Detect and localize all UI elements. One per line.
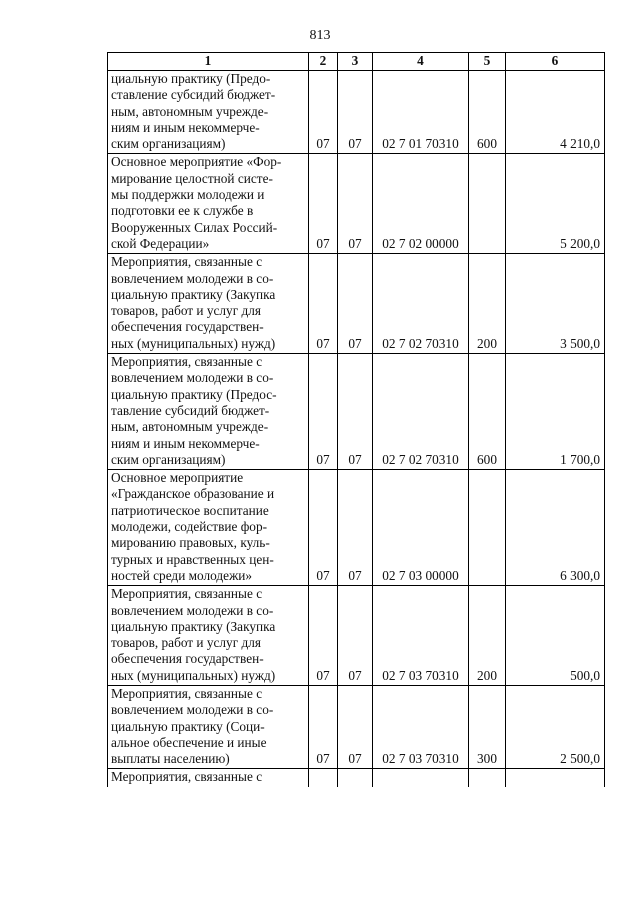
column-header-2: 2: [309, 53, 338, 71]
row-expense-type: 200: [469, 586, 506, 686]
table-row: [108, 71, 605, 154]
row-amount: 4 210,0: [506, 71, 605, 154]
row-name: Основное мероприятие «Гражданское образование и патриотическое воспитание молодежи, содействие фор- мированию правовых, куль- турных и нравственных цен- ностей среди молодежи»: [108, 470, 309, 586]
row-target-article: 02 7 03 70310: [373, 586, 469, 686]
budget-table: [107, 52, 605, 787]
row-section-code: 07: [309, 685, 338, 768]
row-section-code: [309, 769, 338, 787]
row-subsection-code: 07: [338, 71, 373, 154]
row-name: Мероприятия, связанные с вовлечением молодежи в со- циальную практику (Предос- тавление субсидий бюджет- ным, автономным учрежде- ниям и иным некоммерче- ским организациям): [108, 354, 309, 470]
row-name: Мероприятия, связанные с вовлечением молодежи в со- циальную практику (Соци- альное обеспечение и иные выплаты населению): [108, 685, 309, 768]
row-target-article: 02 7 02 00000: [373, 154, 469, 254]
table-row: [108, 470, 605, 586]
row-target-article: [373, 769, 469, 787]
row-name: циальную практику (Предо- ставление субсидий бюджет- ным, автономным учрежде- ниям и иным некоммерче- ским организациям): [108, 71, 309, 154]
row-name: Мероприятия, связанные с вовлечением молодежи в со- циальную практику (Закупка товаров, работ и услуг для обеспечения государствен- ных (муниципальных) нужд): [108, 586, 309, 686]
row-expense-type: [469, 769, 506, 787]
row-expense-type: [469, 470, 506, 586]
row-amount: 2 500,0: [506, 685, 605, 768]
row-section-code: 07: [309, 154, 338, 254]
row-expense-type: 200: [469, 254, 506, 354]
row-target-article: 02 7 03 00000: [373, 470, 469, 586]
column-header-1: 1: [108, 53, 309, 71]
row-amount: 500,0: [506, 586, 605, 686]
table-row: [108, 769, 605, 787]
row-section-code: 07: [309, 71, 338, 154]
table-row: [108, 354, 605, 470]
row-target-article: 02 7 01 70310: [373, 71, 469, 154]
page-number: 813: [309, 28, 331, 43]
column-header-3: 3: [338, 53, 373, 71]
row-expense-type: [469, 154, 506, 254]
row-target-article: 02 7 02 70310: [373, 254, 469, 354]
row-section-code: 07: [309, 354, 338, 470]
row-amount: 6 300,0: [506, 470, 605, 586]
column-header-4: 4: [373, 53, 469, 71]
row-name: Мероприятия, связанные с вовлечением молодежи в со- циальную практику (Закупка товаров, работ и услуг для обеспечения государствен- ных (муниципальных) нужд): [108, 254, 309, 354]
row-expense-type: 600: [469, 354, 506, 470]
row-subsection-code: 07: [338, 586, 373, 686]
row-name: Мероприятия, связанные с: [108, 769, 309, 787]
row-subsection-code: 07: [338, 354, 373, 470]
row-section-code: 07: [309, 254, 338, 354]
row-expense-type: 300: [469, 685, 506, 768]
row-expense-type: 600: [469, 71, 506, 154]
table-header-row: [108, 53, 605, 71]
row-section-code: 07: [309, 586, 338, 686]
column-header-5: 5: [469, 53, 506, 71]
row-amount: [506, 769, 605, 787]
row-section-code: 07: [309, 470, 338, 586]
row-subsection-code: [338, 769, 373, 787]
row-subsection-code: 07: [338, 685, 373, 768]
row-subsection-code: 07: [338, 470, 373, 586]
row-subsection-code: 07: [338, 154, 373, 254]
table-row: [108, 154, 605, 254]
table-row: [108, 685, 605, 768]
row-amount: 3 500,0: [506, 254, 605, 354]
row-amount: 1 700,0: [506, 354, 605, 470]
row-subsection-code: 07: [338, 254, 373, 354]
row-amount: 5 200,0: [506, 154, 605, 254]
row-name: Основное мероприятие «Фор- мирование целостной систе- мы поддержки молодежи и подготовки ее к службе в Вооруженных Силах Россий- ской Федерации»: [108, 154, 309, 254]
column-header-6: 6: [506, 53, 605, 71]
row-target-article: 02 7 03 70310: [373, 685, 469, 768]
table-row: [108, 586, 605, 686]
table-row: [108, 254, 605, 354]
row-target-article: 02 7 02 70310: [373, 354, 469, 470]
